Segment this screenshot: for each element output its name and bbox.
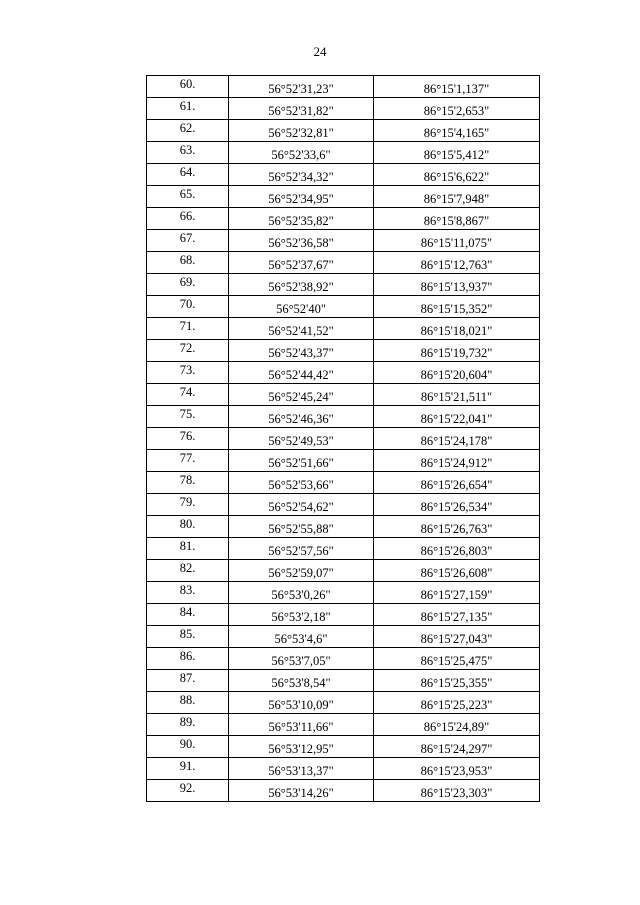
point-number-text: 83.	[179, 583, 196, 597]
longitude-text: 86°15'27,043"	[420, 632, 493, 646]
coordinates-table	[146, 75, 540, 802]
longitude-cell	[374, 296, 540, 318]
longitude-cell	[374, 362, 540, 384]
point-number-cell	[147, 318, 229, 340]
latitude-text: 56°52'49,53"	[268, 434, 334, 448]
point-number-text: 80.	[179, 517, 196, 531]
point-number-cell	[147, 472, 229, 494]
point-number-text: 91.	[179, 759, 196, 773]
longitude-cell	[374, 318, 540, 340]
point-number-cell	[147, 186, 229, 208]
latitude-text: 56°53'2,18"	[271, 610, 331, 624]
table-row	[147, 318, 540, 340]
latitude-cell	[229, 582, 374, 604]
point-number-text: 79.	[179, 495, 196, 509]
latitude-text: 56°52'59,07"	[268, 566, 334, 580]
latitude-cell	[229, 560, 374, 582]
longitude-text: 86°15'27,159"	[420, 588, 493, 602]
latitude-text: 56°52'36,58"	[268, 236, 334, 250]
longitude-cell	[374, 472, 540, 494]
longitude-text: 86°15'25,355"	[420, 676, 493, 690]
point-number-cell	[147, 164, 229, 186]
longitude-text: 86°15'27,135"	[420, 610, 493, 624]
point-number-text: 72.	[179, 341, 196, 355]
latitude-cell	[229, 604, 374, 626]
longitude-text: 86°15'4,165"	[423, 126, 490, 140]
latitude-cell	[229, 736, 374, 758]
longitude-text: 86°15'12,763"	[420, 258, 493, 272]
point-number-text: 92.	[179, 781, 196, 795]
table-row	[147, 384, 540, 406]
latitude-cell	[229, 208, 374, 230]
point-number-text: 77.	[179, 451, 196, 465]
longitude-text: 86°15'24,89"	[423, 720, 490, 734]
table-row	[147, 186, 540, 208]
longitude-text: 86°15'7,948"	[423, 192, 490, 206]
longitude-text: 86°15'26,654"	[420, 478, 493, 492]
latitude-cell	[229, 340, 374, 362]
table-row	[147, 428, 540, 450]
latitude-cell	[229, 780, 374, 802]
latitude-cell	[229, 164, 374, 186]
longitude-cell	[374, 208, 540, 230]
point-number-cell	[147, 648, 229, 670]
latitude-cell	[229, 626, 374, 648]
latitude-text: 56°53'0,26"	[271, 588, 331, 602]
longitude-cell	[374, 560, 540, 582]
longitude-cell	[374, 230, 540, 252]
latitude-cell	[229, 252, 374, 274]
latitude-cell	[229, 472, 374, 494]
latitude-text: 56°53'7,05"	[271, 654, 331, 668]
latitude-cell	[229, 274, 374, 296]
longitude-cell	[374, 604, 540, 626]
longitude-text: 86°15'1,137"	[423, 82, 490, 96]
table-row	[147, 406, 540, 428]
point-number-cell	[147, 406, 229, 428]
table-row	[147, 780, 540, 802]
longitude-cell	[374, 714, 540, 736]
page-number: 24	[313, 44, 327, 59]
latitude-text: 56°52'37,67"	[268, 258, 334, 272]
table-row	[147, 736, 540, 758]
longitude-cell	[374, 582, 540, 604]
latitude-cell	[229, 450, 374, 472]
latitude-cell	[229, 670, 374, 692]
point-number-cell	[147, 120, 229, 142]
point-number-text: 68.	[179, 253, 196, 267]
latitude-cell	[229, 120, 374, 142]
table-row	[147, 604, 540, 626]
latitude-text: 56°52'55,88"	[268, 522, 334, 536]
table-row	[147, 758, 540, 780]
longitude-text: 86°15'26,803"	[420, 544, 493, 558]
longitude-text: 86°15'24,178"	[420, 434, 493, 448]
point-number-text: 85.	[179, 627, 196, 641]
table-row	[147, 648, 540, 670]
point-number-text: 88.	[179, 693, 196, 707]
latitude-text: 56°52'43,37"	[268, 346, 334, 360]
longitude-text: 86°15'26,608"	[420, 566, 493, 580]
longitude-cell	[374, 186, 540, 208]
table-row	[147, 626, 540, 648]
longitude-text: 86°15'15,352"	[420, 302, 493, 316]
table-row	[147, 450, 540, 472]
latitude-text: 56°52'34,32"	[268, 170, 334, 184]
latitude-text: 56°52'53,66"	[268, 478, 334, 492]
table-row	[147, 494, 540, 516]
point-number-text: 60.	[179, 77, 196, 91]
table-row	[147, 472, 540, 494]
point-number-text: 89.	[179, 715, 196, 729]
table-row	[147, 362, 540, 384]
longitude-cell	[374, 626, 540, 648]
point-number-text: 84.	[179, 605, 196, 619]
latitude-cell	[229, 76, 374, 98]
latitude-cell	[229, 758, 374, 780]
point-number-text: 61.	[179, 99, 196, 113]
point-number-text: 73.	[179, 363, 196, 377]
longitude-cell	[374, 736, 540, 758]
longitude-text: 86°15'24,912"	[420, 456, 493, 470]
table-row	[147, 340, 540, 362]
longitude-text: 86°15'25,223"	[420, 698, 493, 712]
longitude-text: 86°15'18,021"	[420, 324, 493, 338]
table-row	[147, 274, 540, 296]
longitude-cell	[374, 692, 540, 714]
point-number-text: 64.	[179, 165, 196, 179]
table-row	[147, 76, 540, 98]
latitude-text: 56°52'46,36"	[268, 412, 334, 426]
latitude-cell	[229, 230, 374, 252]
point-number-text: 86.	[179, 649, 196, 663]
longitude-text: 86°15'19,732"	[420, 346, 493, 360]
latitude-text: 56°53'13,37"	[268, 764, 334, 778]
longitude-text: 86°15'8,867"	[423, 214, 490, 228]
point-number-cell	[147, 538, 229, 560]
longitude-cell	[374, 76, 540, 98]
longitude-text: 86°15'22,041"	[420, 412, 493, 426]
latitude-text: 56°52'34,95"	[268, 192, 334, 206]
longitude-cell	[374, 450, 540, 472]
longitude-cell	[374, 780, 540, 802]
table-row	[147, 692, 540, 714]
longitude-text: 86°15'23,303"	[420, 786, 493, 800]
point-number-cell	[147, 208, 229, 230]
latitude-cell	[229, 406, 374, 428]
point-number-cell	[147, 604, 229, 626]
latitude-text: 56°52'45,24"	[268, 390, 334, 404]
point-number-cell	[147, 494, 229, 516]
longitude-text: 86°15'26,534"	[420, 500, 493, 514]
point-number-cell	[147, 252, 229, 274]
latitude-text: 56°52'31,23"	[268, 82, 334, 96]
longitude-cell	[374, 538, 540, 560]
point-number-text: 75.	[179, 407, 196, 421]
longitude-cell	[374, 164, 540, 186]
table-row	[147, 516, 540, 538]
longitude-cell	[374, 340, 540, 362]
latitude-cell	[229, 714, 374, 736]
latitude-text: 56°52'44,42"	[268, 368, 334, 382]
point-number-text: 67.	[179, 231, 196, 245]
latitude-text: 56°53'14,26"	[268, 786, 334, 800]
table-row	[147, 230, 540, 252]
longitude-text: 86°15'2,653"	[423, 104, 490, 118]
point-number-text: 63.	[179, 143, 196, 157]
longitude-text: 86°15'23,953"	[420, 764, 493, 778]
latitude-text: 56°52'41,52"	[268, 324, 334, 338]
latitude-text: 56°52'31,82"	[268, 104, 334, 118]
point-number-text: 78.	[179, 473, 196, 487]
point-number-cell	[147, 582, 229, 604]
longitude-text: 86°15'21,511"	[420, 390, 493, 404]
table-row	[147, 120, 540, 142]
longitude-text: 86°15'25,475"	[420, 654, 493, 668]
latitude-text: 56°53'8,54"	[271, 676, 331, 690]
latitude-cell	[229, 428, 374, 450]
latitude-text: 56°52'40"	[276, 302, 326, 316]
point-number-text: 76.	[179, 429, 196, 443]
latitude-text: 56°53'11,66"	[268, 720, 334, 734]
table-row	[147, 296, 540, 318]
point-number-cell	[147, 714, 229, 736]
latitude-text: 56°53'4,6"	[274, 632, 328, 646]
longitude-cell	[374, 120, 540, 142]
table-row	[147, 582, 540, 604]
longitude-cell	[374, 252, 540, 274]
point-number-text: 62.	[179, 121, 196, 135]
coordinates-table-body	[147, 76, 540, 802]
latitude-text: 56°53'10,09"	[268, 698, 334, 712]
point-number-text: 82.	[179, 561, 196, 575]
latitude-text: 56°52'33,6"	[271, 148, 331, 162]
longitude-text: 86°15'5,412"	[423, 148, 490, 162]
point-number-cell	[147, 340, 229, 362]
point-number-cell	[147, 274, 229, 296]
table-row	[147, 560, 540, 582]
point-number-cell	[147, 296, 229, 318]
longitude-text: 86°15'13,937"	[420, 280, 493, 294]
point-number-text: 66.	[179, 209, 196, 223]
longitude-cell	[374, 384, 540, 406]
latitude-text: 56°52'38,92"	[268, 280, 334, 294]
longitude-cell	[374, 428, 540, 450]
latitude-text: 56°53'12,95"	[268, 742, 334, 756]
table-row	[147, 98, 540, 120]
latitude-cell	[229, 186, 374, 208]
point-number-cell	[147, 142, 229, 164]
point-number-text: 71.	[179, 319, 196, 333]
latitude-cell	[229, 384, 374, 406]
longitude-cell	[374, 516, 540, 538]
point-number-cell	[147, 428, 229, 450]
point-number-text: 81.	[179, 539, 196, 553]
latitude-cell	[229, 494, 374, 516]
table-row	[147, 164, 540, 186]
table-row	[147, 252, 540, 274]
latitude-cell	[229, 362, 374, 384]
longitude-text: 86°15'11,075"	[420, 236, 493, 250]
point-number-cell	[147, 76, 229, 98]
point-number-cell	[147, 560, 229, 582]
point-number-text: 90.	[179, 737, 196, 751]
latitude-text: 56°52'57,56"	[268, 544, 334, 558]
point-number-cell	[147, 450, 229, 472]
point-number-cell	[147, 692, 229, 714]
longitude-cell	[374, 406, 540, 428]
longitude-cell	[374, 98, 540, 120]
latitude-cell	[229, 692, 374, 714]
latitude-text: 56°52'32,81"	[268, 126, 334, 140]
longitude-cell	[374, 494, 540, 516]
latitude-cell	[229, 516, 374, 538]
latitude-text: 56°52'51,66"	[268, 456, 334, 470]
latitude-cell	[229, 142, 374, 164]
latitude-cell	[229, 318, 374, 340]
latitude-cell	[229, 296, 374, 318]
longitude-text: 86°15'24,297"	[420, 742, 493, 756]
point-number-text: 87.	[179, 671, 196, 685]
table-row	[147, 538, 540, 560]
table-row	[147, 208, 540, 230]
longitude-cell	[374, 274, 540, 296]
point-number-cell	[147, 626, 229, 648]
longitude-text: 86°15'20,604"	[420, 368, 493, 382]
table-row	[147, 714, 540, 736]
longitude-text: 86°15'26,763"	[420, 522, 493, 536]
point-number-cell	[147, 98, 229, 120]
latitude-cell	[229, 538, 374, 560]
table-row	[147, 142, 540, 164]
point-number-cell	[147, 780, 229, 802]
latitude-cell	[229, 98, 374, 120]
point-number-text: 69.	[179, 275, 196, 289]
point-number-text: 74.	[179, 385, 196, 399]
point-number-text: 65.	[179, 187, 196, 201]
point-number-cell	[147, 516, 229, 538]
longitude-cell	[374, 670, 540, 692]
point-number-cell	[147, 758, 229, 780]
table-row	[147, 670, 540, 692]
point-number-cell	[147, 362, 229, 384]
longitude-cell	[374, 648, 540, 670]
latitude-cell	[229, 648, 374, 670]
longitude-cell	[374, 758, 540, 780]
point-number-cell	[147, 670, 229, 692]
longitude-text: 86°15'6,622"	[423, 170, 490, 184]
point-number-cell	[147, 230, 229, 252]
latitude-text: 56°52'35,82"	[268, 214, 334, 228]
longitude-cell	[374, 142, 540, 164]
point-number-text: 70.	[179, 297, 196, 311]
point-number-cell	[147, 736, 229, 758]
point-number-cell	[147, 384, 229, 406]
latitude-text: 56°52'54,62"	[268, 500, 334, 514]
